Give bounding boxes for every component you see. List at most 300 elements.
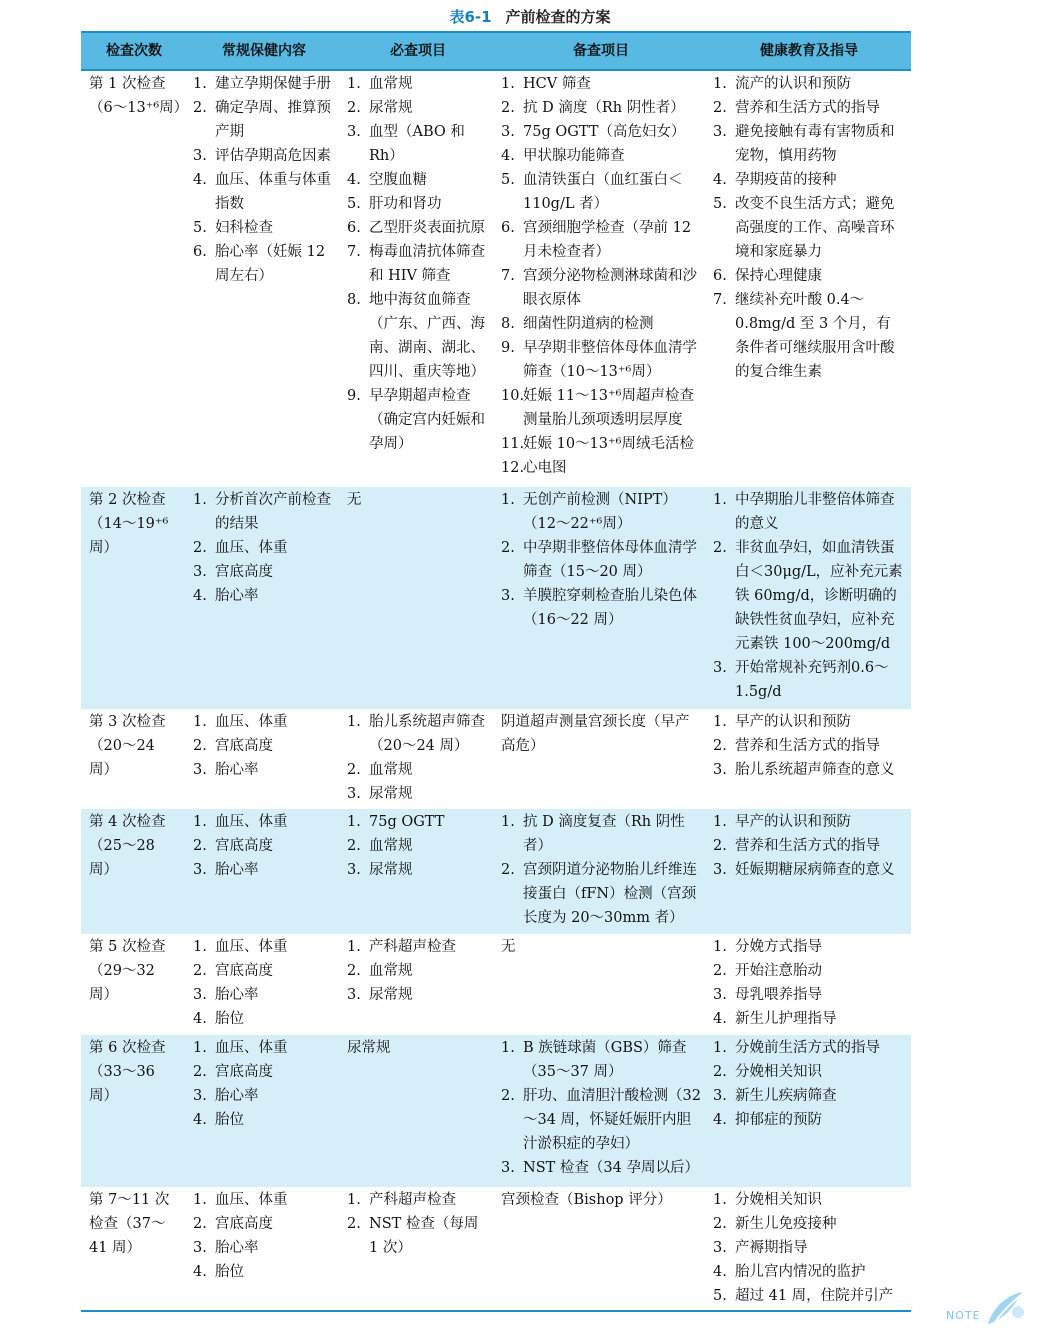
item-number: 2. bbox=[713, 838, 727, 854]
item-number: 5. bbox=[193, 220, 207, 236]
item-number: 3. bbox=[713, 1088, 727, 1104]
item-text: 妊娠 10～13⁺⁶周绒毛活检 bbox=[523, 436, 694, 452]
routine-list bbox=[193, 810, 335, 882]
item-number: 5. bbox=[347, 196, 361, 212]
item-text: 分娩前生活方式的指导 bbox=[735, 1040, 880, 1056]
item-text: 血常规 bbox=[369, 838, 413, 854]
required-cell bbox=[341, 487, 495, 709]
item-text: 75g OGTT bbox=[369, 814, 445, 830]
routine-cell bbox=[187, 934, 341, 1035]
required-cell bbox=[341, 934, 495, 1035]
education-list bbox=[713, 810, 905, 882]
list-item bbox=[713, 1284, 905, 1308]
list-item bbox=[713, 834, 905, 858]
education-list bbox=[713, 1188, 905, 1308]
item-text: 宫底高度 bbox=[215, 838, 273, 854]
list-item bbox=[347, 782, 489, 806]
visit-cell: 第 1 次检查（6～13⁺⁶周） bbox=[89, 76, 189, 116]
item-text: 血压、体重 bbox=[215, 1040, 288, 1056]
list-item bbox=[713, 758, 905, 782]
education-cell bbox=[707, 809, 911, 934]
item-text: 宫底高度 bbox=[215, 1216, 273, 1232]
list-item bbox=[501, 144, 701, 168]
item-text: 乙型肝炎表面抗原 bbox=[369, 220, 485, 236]
item-number: 4. bbox=[347, 172, 361, 188]
list-item bbox=[713, 710, 905, 734]
item-text: 胎儿宫内情况的监护 bbox=[735, 1264, 866, 1280]
item-text: 细菌性阴道病的检测 bbox=[523, 316, 654, 332]
item-number: 2. bbox=[347, 838, 361, 854]
item-number: 9. bbox=[347, 388, 361, 404]
item-number: 2. bbox=[347, 1216, 361, 1232]
item-text: 胎心率 bbox=[215, 1240, 259, 1256]
table-title: 产前检查的方案 bbox=[505, 8, 611, 26]
list-item bbox=[501, 384, 701, 432]
item-text: 尿常规 bbox=[369, 786, 413, 802]
list-item bbox=[713, 1036, 905, 1060]
item-number: 2. bbox=[193, 963, 207, 979]
item-text: NST 检查（每周 1 次） bbox=[369, 1216, 479, 1256]
item-number: 1. bbox=[347, 939, 361, 955]
item-text: 抑郁症的预防 bbox=[735, 1112, 822, 1128]
header-visit: 检查次数 bbox=[81, 32, 187, 70]
list-item bbox=[501, 584, 701, 632]
list-item bbox=[501, 1084, 701, 1156]
list-item bbox=[713, 488, 905, 536]
routine-list bbox=[193, 935, 335, 1031]
optional-list bbox=[501, 488, 701, 632]
item-number: 3. bbox=[501, 588, 515, 604]
item-number: 4. bbox=[713, 1264, 727, 1280]
item-number: 3. bbox=[347, 862, 361, 878]
item-text: 宫底高度 bbox=[215, 564, 273, 580]
list-item bbox=[713, 536, 905, 656]
item-number: 2. bbox=[501, 862, 515, 878]
item-number: 4. bbox=[193, 172, 207, 188]
item-text: 改变不良生活方式；避免高强度的工作、高噪音环境和家庭暴力 bbox=[735, 196, 895, 260]
list-item bbox=[713, 734, 905, 758]
routine-cell bbox=[187, 487, 341, 709]
list-item bbox=[713, 1260, 905, 1284]
item-text: 血常规 bbox=[369, 76, 413, 92]
required-cell bbox=[341, 809, 495, 934]
list-item bbox=[347, 983, 489, 1007]
item-text: 新生儿疾病筛查 bbox=[735, 1088, 837, 1104]
item-number: 1. bbox=[193, 76, 207, 92]
item-number: 1. bbox=[193, 492, 207, 508]
list-item bbox=[193, 758, 335, 782]
table-number: 表6-1 bbox=[449, 8, 492, 26]
education-cell bbox=[707, 1187, 911, 1311]
item-number: 3. bbox=[193, 987, 207, 1003]
item-text: 血型（ABO 和 Rh） bbox=[369, 124, 465, 164]
item-text: 早孕期非整倍体母体血清学筛查（10～13⁺⁶周） bbox=[523, 340, 697, 380]
list-item bbox=[347, 959, 489, 983]
education-list bbox=[713, 1036, 905, 1132]
item-number: 1. bbox=[193, 814, 207, 830]
item-text: 宫颈分泌物检测淋球菌和沙眼衣原体 bbox=[523, 268, 697, 308]
list-item bbox=[713, 656, 905, 704]
education-cell bbox=[707, 487, 911, 709]
list-item bbox=[713, 959, 905, 983]
item-text: 继续补充叶酸 0.4～0.8mg/d 至 3 个月，有条件者可继续服用含叶酸的复合维生素 bbox=[735, 292, 895, 380]
list-item bbox=[501, 456, 701, 480]
item-text: 保持心理健康 bbox=[735, 268, 822, 284]
list-item bbox=[193, 1212, 335, 1236]
item-number: 2. bbox=[713, 738, 727, 754]
table-row bbox=[81, 1187, 911, 1311]
item-text: 无创产前检测（NIPT）（12～22⁺⁶周） bbox=[523, 492, 677, 532]
item-text: 血清铁蛋白（血红蛋白＜110g/L 者） bbox=[523, 172, 683, 212]
list-item bbox=[501, 1156, 701, 1180]
list-item bbox=[193, 1084, 335, 1108]
optional-list bbox=[501, 810, 701, 930]
item-number: 4. bbox=[713, 172, 727, 188]
item-text: 心电图 bbox=[523, 460, 567, 476]
item-number: 2. bbox=[713, 963, 727, 979]
item-text: 血常规 bbox=[369, 963, 413, 979]
routine-list bbox=[193, 72, 335, 288]
item-text: 妇科检查 bbox=[215, 220, 273, 236]
education-list bbox=[713, 488, 905, 704]
list-item bbox=[193, 1108, 335, 1132]
item-text: HCV 筛查 bbox=[523, 76, 591, 92]
required-list bbox=[347, 1188, 489, 1260]
list-item bbox=[501, 810, 701, 858]
item-number: 3. bbox=[193, 862, 207, 878]
list-item bbox=[501, 96, 701, 120]
list-item bbox=[713, 264, 905, 288]
item-number: 2. bbox=[347, 100, 361, 116]
routine-list bbox=[193, 710, 335, 782]
list-item bbox=[193, 240, 335, 288]
item-number: 3. bbox=[347, 987, 361, 1003]
item-text: 妊娠 11～13⁺⁶周超声检查测量胎儿颈项透明层厚度 bbox=[523, 388, 694, 428]
list-item bbox=[501, 264, 701, 312]
item-text: 开始注意胎动 bbox=[735, 963, 822, 979]
item-number: 4. bbox=[713, 1011, 727, 1027]
list-item bbox=[501, 312, 701, 336]
list-item bbox=[347, 192, 489, 216]
item-text: 抗 D 滴度（Rh 阴性者） bbox=[523, 100, 685, 116]
item-text: 母乳喂养指导 bbox=[735, 987, 822, 1003]
item-text: 避免接触有毒有害物质和宠物，慎用药物 bbox=[735, 124, 895, 164]
list-item bbox=[193, 935, 335, 959]
education-cell bbox=[707, 1035, 911, 1187]
list-item bbox=[713, 192, 905, 264]
item-number: 1. bbox=[713, 492, 727, 508]
item-number: 7. bbox=[501, 268, 515, 284]
list-item bbox=[501, 858, 701, 930]
optional-text: 阴道超声测量宫颈长度（早产高危） bbox=[501, 714, 690, 754]
item-text: 营养和生活方式的指导 bbox=[735, 838, 880, 854]
education-list bbox=[713, 72, 905, 384]
routine-list bbox=[193, 1036, 335, 1132]
item-number: 3. bbox=[713, 987, 727, 1003]
item-text: 营养和生活方式的指导 bbox=[735, 738, 880, 754]
optional-cell bbox=[495, 934, 707, 1035]
item-text: 胎心率 bbox=[215, 987, 259, 1003]
required-list bbox=[347, 710, 489, 806]
item-text: 超过 41 周，住院并引产 bbox=[735, 1288, 894, 1304]
list-item bbox=[193, 536, 335, 560]
item-text: 分娩方式指导 bbox=[735, 939, 822, 955]
item-number: 1. bbox=[193, 939, 207, 955]
optional-cell bbox=[495, 809, 707, 934]
item-number: 1. bbox=[713, 714, 727, 730]
leaf-icon bbox=[982, 1290, 1026, 1326]
education-cell bbox=[707, 70, 911, 487]
item-number: 2. bbox=[193, 738, 207, 754]
list-item bbox=[347, 834, 489, 858]
list-item bbox=[713, 1108, 905, 1132]
item-text: 新生儿免疫接种 bbox=[735, 1216, 837, 1232]
item-text: 评估孕期高危因素 bbox=[215, 148, 331, 164]
list-item bbox=[193, 959, 335, 983]
item-text: 尿常规 bbox=[369, 862, 413, 878]
list-item bbox=[713, 72, 905, 96]
list-item bbox=[347, 216, 489, 240]
list-item bbox=[347, 120, 489, 168]
item-text: 宫底高度 bbox=[215, 963, 273, 979]
item-number: 1. bbox=[193, 1040, 207, 1056]
item-text: 羊膜腔穿刺检查胎儿染色体（16～22 周） bbox=[523, 588, 697, 628]
item-text: 胎心率（妊娠 12 周左右） bbox=[215, 244, 326, 284]
item-number: 3. bbox=[713, 1240, 727, 1256]
item-text: 梅毒血清抗体筛查和 HIV 筛查 bbox=[369, 244, 485, 284]
item-text: B 族链球菌（GBS）筛查（35～37 周） bbox=[523, 1040, 687, 1080]
header-routine: 常规保健内容 bbox=[187, 32, 341, 70]
optional-cell bbox=[495, 709, 707, 809]
visit-cell: 第 2 次检查（14～19⁺⁶周） bbox=[81, 487, 187, 709]
item-number: 1. bbox=[713, 1192, 727, 1208]
item-number: 1. bbox=[501, 1040, 515, 1056]
routine-cell bbox=[187, 1187, 341, 1311]
item-number: 3. bbox=[713, 124, 727, 140]
item-number: 9. bbox=[501, 340, 515, 356]
item-text: 确定孕周、推算预产期 bbox=[215, 100, 331, 140]
item-text: 中孕期胎儿非整倍体筛查的意义 bbox=[735, 492, 895, 532]
list-item bbox=[501, 432, 701, 456]
list-item bbox=[193, 858, 335, 882]
list-item bbox=[347, 240, 489, 288]
education-list bbox=[713, 935, 905, 1031]
item-text: 产科超声检查 bbox=[369, 939, 456, 955]
header-row bbox=[81, 32, 911, 70]
list-item bbox=[713, 168, 905, 192]
item-number: 6. bbox=[501, 220, 515, 236]
item-text: 产科超声检查 bbox=[369, 1192, 456, 1208]
header-required: 必查项目 bbox=[341, 32, 495, 70]
item-number: 2. bbox=[501, 100, 515, 116]
item-text: 流产的认识和预防 bbox=[735, 76, 851, 92]
item-text: 胎儿系统超声筛查（20～24 周） bbox=[369, 714, 485, 754]
list-item bbox=[193, 560, 335, 584]
item-text: 营养和生活方式的指导 bbox=[735, 100, 880, 116]
item-number: 2. bbox=[193, 1216, 207, 1232]
item-number: 6. bbox=[193, 244, 207, 260]
item-text: 尿常规 bbox=[369, 987, 413, 1003]
item-text: 分析首次产前检查的结果 bbox=[215, 492, 331, 532]
item-number: 2. bbox=[501, 1088, 515, 1104]
item-text: NST 检查（34 孕周以后） bbox=[523, 1160, 699, 1176]
optional-cell bbox=[495, 487, 707, 709]
item-number: 4. bbox=[501, 148, 515, 164]
prenatal-check-table bbox=[81, 31, 911, 1312]
item-number: 2. bbox=[347, 762, 361, 778]
list-item bbox=[713, 935, 905, 959]
list-item bbox=[193, 1188, 335, 1212]
item-number: 3. bbox=[347, 786, 361, 802]
item-number: 3. bbox=[713, 862, 727, 878]
list-item bbox=[713, 1007, 905, 1031]
item-text: 75g OGTT（高危妇女） bbox=[523, 124, 686, 140]
list-item bbox=[501, 336, 701, 384]
item-number: 2. bbox=[713, 1216, 727, 1232]
item-number: 3. bbox=[713, 762, 727, 778]
item-number: 4. bbox=[713, 1112, 727, 1128]
item-text: 胎心率 bbox=[215, 588, 259, 604]
item-number: 3. bbox=[193, 148, 207, 164]
item-number: 1. bbox=[713, 1040, 727, 1056]
header-optional: 备查项目 bbox=[495, 32, 707, 70]
item-text: 血压、体重 bbox=[215, 939, 288, 955]
routine-list bbox=[193, 1188, 335, 1284]
list-item bbox=[713, 858, 905, 882]
list-item bbox=[193, 1060, 335, 1084]
list-item bbox=[193, 710, 335, 734]
required-cell bbox=[341, 70, 495, 487]
item-text: 空腹血糖 bbox=[369, 172, 427, 188]
item-number: 1. bbox=[713, 814, 727, 830]
item-number: 6. bbox=[347, 220, 361, 236]
list-item bbox=[347, 935, 489, 959]
optional-text: 无 bbox=[501, 939, 516, 955]
table-row bbox=[81, 709, 911, 809]
item-text: 早产的认识和预防 bbox=[735, 714, 851, 730]
item-text: 血常规 bbox=[369, 762, 413, 778]
item-number: 8. bbox=[501, 316, 515, 332]
item-text: 地中海贫血筛查（广东、广西、海南、湖南、湖北、四川、重庆等地） bbox=[369, 292, 485, 380]
table-body bbox=[81, 70, 911, 1311]
list-item bbox=[347, 72, 489, 96]
item-number: 5. bbox=[713, 1288, 727, 1304]
list-item bbox=[347, 710, 489, 758]
list-item bbox=[713, 983, 905, 1007]
table-row bbox=[81, 1035, 911, 1187]
item-number: 1. bbox=[347, 76, 361, 92]
item-number: 10. bbox=[501, 388, 525, 404]
item-number: 2. bbox=[193, 1064, 207, 1080]
required-cell bbox=[341, 1035, 495, 1187]
list-item bbox=[501, 72, 701, 96]
table-row bbox=[81, 934, 911, 1035]
item-text: 胎心率 bbox=[215, 1088, 259, 1104]
education-list bbox=[713, 710, 905, 782]
visit-cell: 第 7～11 次检查（37～41 周） bbox=[81, 1187, 187, 1311]
list-item bbox=[347, 96, 489, 120]
table-caption bbox=[0, 6, 1060, 27]
list-item bbox=[347, 1188, 489, 1212]
item-number: 1. bbox=[347, 714, 361, 730]
visit-cell: 第 4 次检查（25～28 周） bbox=[81, 809, 187, 934]
table-row bbox=[81, 70, 911, 487]
list-item bbox=[193, 216, 335, 240]
note-logo-text: NOTE bbox=[946, 1309, 981, 1322]
list-item bbox=[193, 1260, 335, 1284]
required-text: 无 bbox=[347, 492, 362, 508]
list-item bbox=[193, 144, 335, 168]
optional-list bbox=[501, 72, 701, 480]
item-number: 4. bbox=[193, 1112, 207, 1128]
visit-cell: 第 5 次检查（29～32 周） bbox=[89, 939, 166, 1003]
required-cell bbox=[341, 709, 495, 809]
list-item bbox=[193, 72, 335, 96]
required-text: 尿常规 bbox=[347, 1040, 391, 1056]
item-text: 胎心率 bbox=[215, 862, 259, 878]
list-item bbox=[713, 1236, 905, 1260]
item-text: 血压、体重 bbox=[215, 1192, 288, 1208]
list-item bbox=[501, 536, 701, 584]
item-number: 2. bbox=[713, 1064, 727, 1080]
item-number: 7. bbox=[713, 292, 727, 308]
list-item bbox=[193, 734, 335, 758]
routine-cell bbox=[187, 1035, 341, 1187]
visit-cell: 第 3 次检查（20～24 周） bbox=[89, 714, 166, 778]
item-text: 分娩相关知识 bbox=[735, 1192, 822, 1208]
routine-cell bbox=[187, 809, 341, 934]
routine-list bbox=[193, 488, 335, 608]
list-item bbox=[501, 488, 701, 536]
list-item bbox=[713, 1060, 905, 1084]
item-text: 妊娠期糖尿病筛查的意义 bbox=[735, 862, 895, 878]
item-text: 非贫血孕妇，如血清铁蛋白＜30μg/L，应补充元素铁 60mg/d，诊断明确的缺铁性贫血孕妇，应补充元素铁 100～200mg/d bbox=[735, 540, 903, 652]
item-number: 2. bbox=[713, 540, 727, 556]
item-number: 1. bbox=[713, 939, 727, 955]
item-text: 胎位 bbox=[215, 1011, 244, 1027]
education-cell bbox=[707, 934, 911, 1035]
optional-cell bbox=[495, 1035, 707, 1187]
item-number: 5. bbox=[501, 172, 515, 188]
list-item bbox=[713, 96, 905, 120]
item-text: 宫颈细胞学检查（孕前 12 月未检查者） bbox=[523, 220, 692, 260]
list-item bbox=[713, 288, 905, 384]
required-list bbox=[347, 72, 489, 456]
item-text: 开始常规补充钙剂0.6～1.5g/d bbox=[735, 660, 889, 700]
item-number: 1. bbox=[501, 492, 515, 508]
item-text: 建立孕期保健手册 bbox=[215, 76, 331, 92]
item-number: 3. bbox=[713, 660, 727, 676]
visit-cell: 第 6 次检查（33～36 周） bbox=[81, 1035, 187, 1187]
item-number: 3. bbox=[193, 564, 207, 580]
item-number: 6. bbox=[713, 268, 727, 284]
item-number: 4. bbox=[193, 1264, 207, 1280]
item-number: 12. bbox=[501, 460, 525, 476]
list-item bbox=[501, 216, 701, 264]
item-text: 胎儿系统超声筛查的意义 bbox=[735, 762, 895, 778]
item-number: 4. bbox=[193, 588, 207, 604]
list-item bbox=[501, 168, 701, 216]
list-item bbox=[193, 168, 335, 216]
item-number: 1. bbox=[347, 1192, 361, 1208]
item-text: 中孕期非整倍体母体血清学筛查（15～20 周） bbox=[523, 540, 697, 580]
item-number: 3. bbox=[347, 124, 361, 140]
optional-list bbox=[501, 1036, 701, 1180]
list-item bbox=[347, 1212, 489, 1260]
item-text: 血压、体重 bbox=[215, 714, 288, 730]
optional-text: 宫颈检查（Bishop 评分） bbox=[501, 1192, 672, 1208]
list-item bbox=[193, 1036, 335, 1060]
